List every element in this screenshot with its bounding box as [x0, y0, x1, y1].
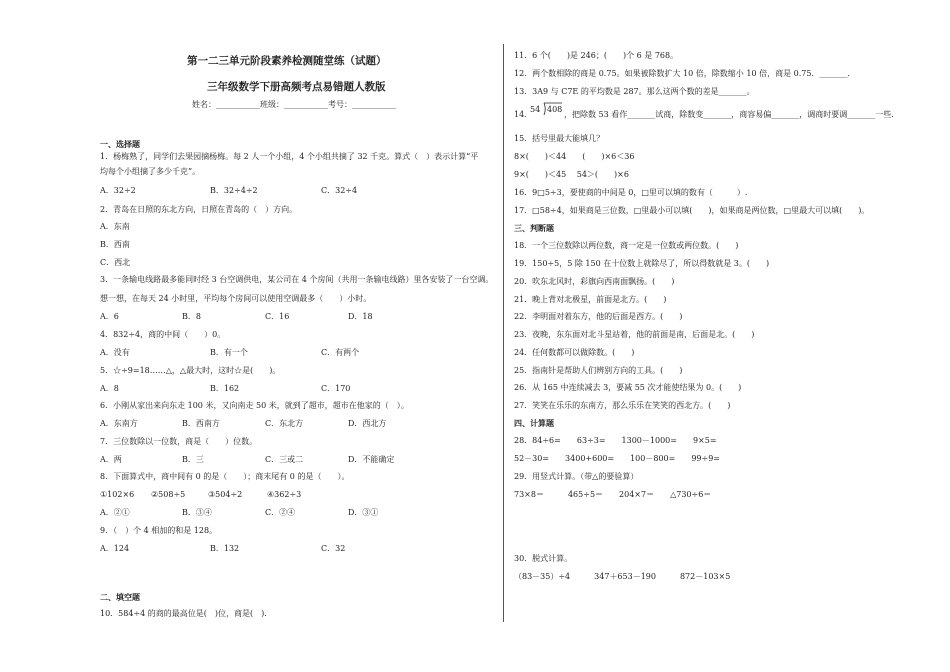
question-10: 10．584÷4 的商的最高位是( )位，商是( ). — [100, 609, 267, 618]
q8-option-a: A．②① — [100, 508, 130, 517]
q8-item-3: ③504÷2 — [208, 490, 243, 499]
q7-option-d: D．不能确定 — [348, 455, 395, 464]
question-19: 19．150÷5，5 除 150 在十位数上就除尽了，所以得数就是 3。( ) — [514, 259, 770, 268]
q15-line-1: 8×( )＜44 ( )×6＜36 — [514, 152, 635, 161]
section-calc-heading: 四、计算题 — [514, 418, 554, 428]
question-11: 11．6 个( )是 246；( )个 6 是 768。 — [514, 51, 679, 60]
q6-option-a: A．东南方 — [100, 419, 138, 428]
question-5: 5．☆÷9=18……△，△最大时，这时☆是( )。 — [100, 366, 281, 375]
question-2: 2．青岛在日照的东北方向，日照在青岛的（ ）方向。 — [100, 205, 298, 214]
question-28-line-1: 28．84÷6= 63÷3= 1300－1000= 9×5= — [514, 436, 717, 445]
question-26: 26．从 165 中连续减去 3，要减 55 次才能使结果为 0。( ) — [514, 383, 742, 392]
question-1: 1．杨梅熟了，同学们去果园摘杨梅。每 2 人一个小组，4 个小组共摘了 32 千克。算式（ ）表示计算“平 — [100, 152, 479, 161]
q8-option-c: C．②④ — [265, 508, 296, 517]
question-14 — [514, 105, 914, 123]
q6-option-c: C．东北方 — [265, 419, 304, 428]
q3-option-b: B．8 — [182, 312, 201, 321]
question-27: 27．笑笑在乐乐的东南方，那么乐乐在笑笑的西北方。( ) — [514, 401, 731, 410]
q15-line-2: 9×( )＜45 54＞( )×6 — [514, 170, 629, 179]
q29-items: 73×8＝ 465÷5＝ 204×7＝ △730÷6＝ — [514, 490, 712, 499]
q3-option-d: D．18 — [348, 312, 373, 321]
q14-divisor: 54 — [530, 105, 541, 114]
question-23: 23．夜晚，东东面对北斗星站着，他的前面是南，后面是北。( ) — [514, 330, 755, 339]
q3-option-c: C．16 — [265, 312, 290, 321]
q9-option-c: C．32 — [321, 544, 346, 553]
q6-option-d: D．西北方 — [348, 419, 387, 428]
q5-option-a: A．8 — [100, 384, 119, 393]
question-15: 15．括号里最大能填几？ — [514, 134, 605, 143]
q9-option-a: A．124 — [100, 544, 130, 553]
question-24: 24．任何数都可以做除数。( ) — [514, 348, 635, 357]
q8-item-4: ④362÷3 — [267, 490, 302, 499]
question-6: 6．小刚从家出来向东走 100 米，又向南走 50 米，就到了超市，超市在他家的（ ）。 — [100, 401, 409, 410]
question-20: 20．吹东北风时，彩旗向西南面飘扬。( ) — [514, 277, 675, 286]
q14-text: ，把除数 53 看作_______试商，除数变_______，商容易偏_______，调商时要调_______一些. — [564, 110, 894, 119]
section-choice-heading: 一、选择题 — [100, 139, 140, 149]
q2-option-a: A．东南 — [100, 222, 130, 231]
question-7: 7．三位数除以一位数，商是（ ）位数。 — [100, 437, 258, 446]
question-21: 21．晚上背对北极星，前面是北方。( ) — [514, 295, 667, 304]
section-fill-heading: 二、填空题 — [100, 592, 140, 602]
question-9: 9．（ ）个 4 相加的和是 128。 — [100, 526, 218, 535]
question-18: 18．一个三位数除以两位数，商一定是一位数或两位数。( ) — [514, 241, 739, 250]
q4-option-c: C．有两个 — [321, 348, 360, 357]
q3-option-a: A．6 — [100, 312, 119, 321]
question-13: 13．3A9 与 C7E 的平均数是 287。那么这两个数的差是_______。 — [514, 87, 755, 96]
q2-option-c: C．西北 — [100, 258, 131, 267]
q4-option-a: A．没有 — [100, 348, 130, 357]
question-22: 22．李明面对着东方，他的后面是西方。( ) — [514, 312, 683, 321]
q7-option-a: A．两 — [100, 455, 122, 464]
q1-option-c: C．32÷4 — [321, 186, 358, 195]
question-1-cont: 均每个小组摘了多少千克”。 — [100, 167, 201, 176]
worksheet-subtitle: 三年级数学下册高频考点易错题人教版 — [207, 81, 386, 93]
question-17: 17．□58÷4，如果商是三位数，□里最小可以填( )，如果商是两位数，□里最大可以填( )。 — [514, 206, 870, 215]
question-3: 3．一条输电线路最多能同时经 3 台空调供电，某公司在 4 个房间（共用一条输电线路）里各安装了一台空调。 — [100, 275, 494, 284]
question-8: 8．下面算式中，商中间有 0 的是（ ）；商末尾有 0 的是（ ）。 — [100, 472, 350, 481]
question-4: 4．832÷4，商的中间（ ）0。 — [100, 330, 226, 339]
q9-option-b: B．132 — [210, 544, 240, 553]
q1-option-b: B．32÷4÷2 — [210, 186, 258, 195]
q1-option-a: A．32÷2 — [100, 186, 136, 195]
q14-dividend: 408 — [547, 105, 563, 114]
q5-option-b: B．162 — [210, 384, 240, 393]
question-16: 16．9□5÷3，要使商的中间是 0，□里可以填的数有（ ）. — [514, 188, 748, 197]
column-divider — [503, 44, 504, 622]
question-30: 30．脱式计算。 — [514, 554, 573, 563]
long-division-bracket — [530, 101, 563, 119]
q8-item-1: ①102×6 — [100, 490, 135, 499]
q8-option-b: B．③④ — [182, 508, 212, 517]
q8-option-d: D．③① — [348, 508, 379, 517]
section-judge-heading: 三、判断题 — [514, 223, 554, 233]
q5-option-c: C．170 — [321, 384, 351, 393]
question-3-cont: 想一想，在每天 24 小时里，平均每个房间可以使用空调最多（ ）小时。 — [100, 294, 372, 303]
q7-option-b: B．三 — [182, 455, 204, 464]
question-25: 25．指南针是帮助人们辨别方向的工具。( ) — [514, 366, 683, 375]
worksheet-title: 第一二三单元阶段素养检测随堂练（试题） — [187, 55, 387, 67]
question-29: 29．用竖式计算。（带△的要验算） — [514, 472, 639, 481]
q2-option-b: B．西南 — [100, 240, 130, 249]
q7-option-c: C．三或二 — [265, 455, 304, 464]
question-12: 12．两个数相除的商是 0.75。如果被除数扩大 10 倍，除数缩小 10 倍，商是 0.75．_______. — [514, 69, 850, 78]
q6-option-b: B．西南方 — [182, 419, 220, 428]
student-info-line: 姓名：___________班级：___________考号：___________ — [192, 100, 396, 109]
question-28-line-2: 52－30= 3400+600= 100－800= 99÷9= — [514, 454, 721, 463]
q4-option-b: B．有一个 — [210, 348, 248, 357]
q14-number: 14． — [514, 110, 533, 119]
q30-items: （83－35）÷4 347＋653－190 872－103×5 — [514, 572, 731, 581]
q8-item-2: ②508÷5 — [151, 490, 186, 499]
